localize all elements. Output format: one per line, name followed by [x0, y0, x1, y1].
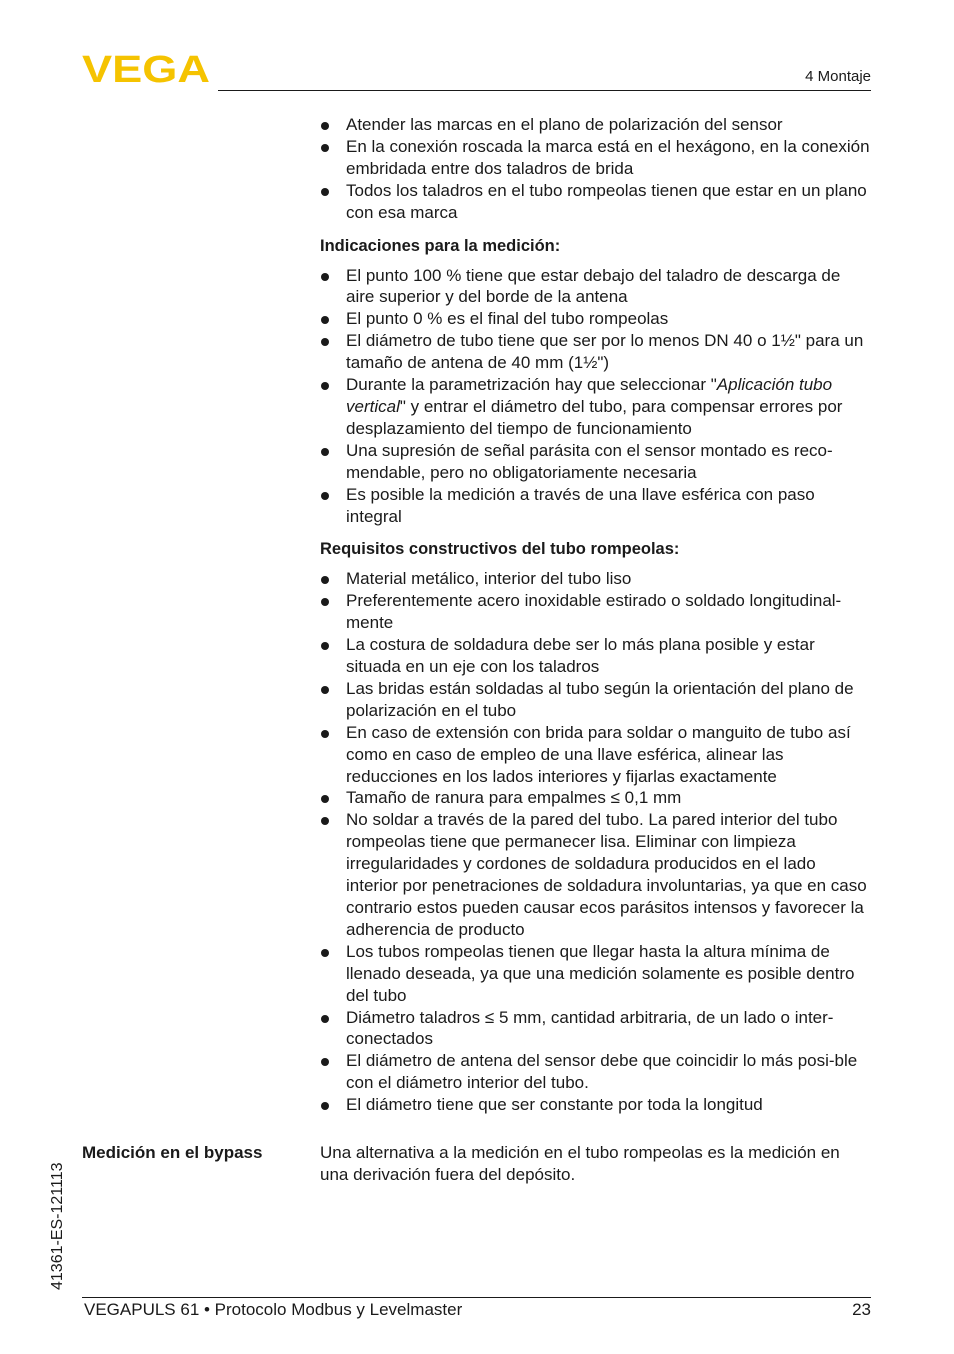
requirements-heading: Requisitos constructivos del tubo rompeolas: — [320, 540, 680, 559]
param-text-italic: Aplicación tubo vertical — [346, 375, 833, 416]
list-item: El punto 100 % tiene que estar debajo del taladro de descarga de aire superior y del borde de la antena — [320, 265, 872, 309]
document-code: 41361-ES-121113 — [49, 1162, 66, 1290]
page-number: 23 — [852, 1300, 871, 1319]
list-item: No soldar a través de la pared del tubo. La pared interior del tubo rompeolas tiene que permanecer lisa. Eliminar con limpieza irregularidades y cordones de soldadura producidos en el lado interior por penetraciones de soldadura involuntarias, ya que en caso contrario estos pueden causar ecos parásitos intensos y favorecer la adherencia de producto — [320, 809, 872, 940]
list-item: Los tubos rompeolas tienen que llegar hasta la altura mínima de llenado deseada, ya que una medición solamente es posible dentro del tubo — [320, 941, 872, 1007]
section-label: 4 Montaje — [805, 68, 871, 85]
list-item: En la conexión roscada la marca está en el hexágono, en la conexión embridada entre dos taladros de brida — [320, 136, 872, 180]
vega-logo — [82, 52, 212, 83]
list-item: En caso de extensión con brida para soldar o manguito de tubo así como en caso de empleo de una llave esférica, alinear las reducciones en los lados interiores y fijarlas exactamente — [320, 722, 872, 788]
footer-document-title: VEGAPULS 61 • Protocolo Modbus y Levelmaster — [84, 1300, 463, 1319]
list-item: Una supresión de señal parásita con el sensor montado es reco-mendable, pero no obligatoriamente necesaria — [320, 440, 872, 484]
svg-text:VEGA: VEGA — [82, 52, 210, 83]
list-item: Preferentemente acero inoxidable estirado o soldado longitudinal-mente — [320, 590, 872, 634]
list-item: Diámetro taladros ≤ 5 mm, cantidad arbitraria, de un lado o inter-conectados — [320, 1007, 872, 1051]
bypass-paragraph: Una alternativa a la medición en el tubo rompeolas es la medición en una derivación fuera del depósito. — [320, 1143, 840, 1184]
list-item: El diámetro de tubo tiene que ser por lo menos DN 40 o 1½" para un tamaño de antena de 40 mm (1½") — [320, 330, 872, 374]
header-rule — [218, 90, 871, 91]
list-item: Atender las marcas en el plano de polarización del sensor — [320, 114, 872, 136]
list-item-parametrization — [320, 374, 872, 440]
requirements-bullet-list — [320, 568, 872, 1116]
list-item: Material metálico, interior del tubo liso — [320, 568, 872, 590]
main-content — [320, 114, 872, 1116]
measurement-heading: Indicaciones para la medición: — [320, 236, 561, 255]
footer-rule — [82, 1297, 871, 1298]
list-item: La costura de soldadura debe ser lo más plana posible y estar situada en un eje con los taladros — [320, 634, 872, 678]
list-item: Las bridas están soldadas al tubo según la orientación del plano de polarización en el tubo — [320, 678, 872, 722]
list-item: El diámetro tiene que ser constante por toda la longitud — [320, 1094, 872, 1116]
param-text-after: " y entrar el diámetro del tubo, para compensar errores por desplazamiento del tiempo de funcionamiento — [346, 396, 843, 438]
list-item: Todos los taladros en el tubo rompeolas tienen que estar en un plano con esa marca — [320, 180, 872, 224]
measurement-bullet-list — [320, 265, 872, 528]
list-item: El diámetro de antena del sensor debe que coincidir lo más posi-ble con el diámetro interior del tubo. — [320, 1050, 872, 1094]
list-item: Tamaño de ranura para empalmes ≤ 0,1 mm — [320, 787, 872, 809]
param-text-before: Durante la parametrización hay que seleccionar " — [346, 375, 717, 395]
list-item: Es posible la medición a través de una llave esférica con paso integral — [320, 484, 872, 528]
list-item: El punto 0 % es el final del tubo rompeolas — [320, 308, 872, 330]
intro-bullet-list — [320, 114, 872, 224]
bypass-side-heading: Medición en el bypass — [82, 1143, 263, 1162]
